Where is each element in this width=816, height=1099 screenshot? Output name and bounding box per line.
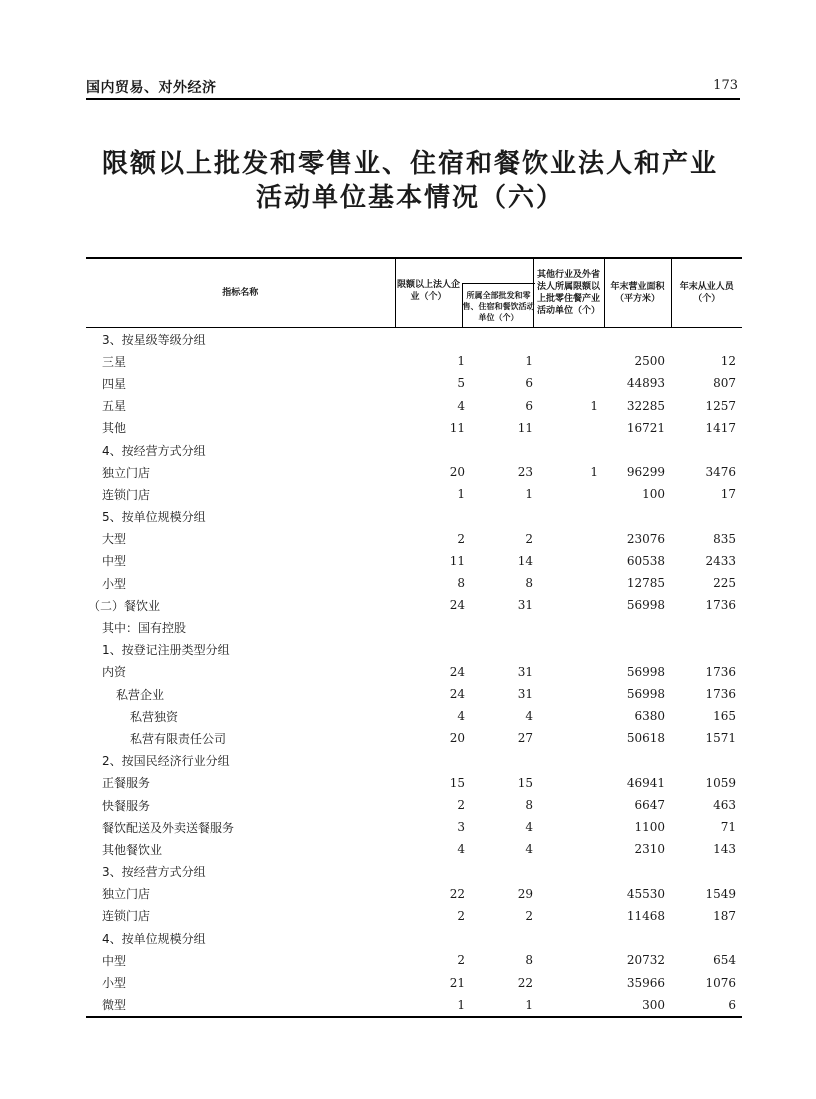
row-label: 3、按星级等级分组: [102, 332, 206, 347]
row-label: 正餐服务: [102, 776, 151, 791]
cell-units: 1: [525, 354, 533, 369]
row-label: 中型: [102, 953, 127, 968]
table-row: [86, 683, 742, 705]
table-row: [86, 483, 742, 505]
cell-enterprises-units: [395, 461, 533, 483]
cell-area: 12785: [626, 576, 665, 591]
cell-staff: 654: [713, 953, 736, 968]
table-row: [86, 994, 742, 1017]
cell-staff: [671, 861, 742, 883]
row-label: 四星: [102, 376, 127, 391]
cell-area: 300: [604, 994, 671, 1017]
column-header-name: 指标名称: [86, 258, 395, 328]
cell-area: 56998: [626, 598, 665, 613]
cell-other: [533, 861, 604, 883]
table-row: [86, 372, 742, 394]
cell-area: 44893: [626, 376, 665, 391]
cell-staff: 2433: [705, 553, 736, 568]
cell-enterprises: 15: [449, 775, 465, 790]
cell-other: [533, 550, 604, 572]
cell-area: 2310: [634, 842, 665, 857]
table-row: [86, 439, 742, 461]
row-label: 4、按经营方式分组: [102, 443, 206, 458]
cell-staff: [671, 506, 742, 528]
cell-enterprises: 3: [457, 820, 465, 835]
cell-area: 2500: [634, 354, 665, 369]
cell-enterprises-units: [395, 838, 533, 860]
row-label: 小型: [102, 576, 127, 591]
table-row: [86, 838, 742, 860]
cell-area: 45530: [626, 886, 665, 901]
cell-enterprises: 24: [449, 664, 465, 679]
section-label: 国内贸易、对外经济: [86, 80, 217, 96]
cell-enterprises-units: [395, 372, 533, 394]
cell-other: [533, 417, 604, 439]
cell-area: 20732: [626, 953, 665, 968]
cell-units: 2: [525, 908, 533, 923]
cell-area: [604, 439, 671, 461]
cell-enterprises: 22: [449, 886, 465, 901]
cell-other: [533, 372, 604, 394]
row-label: 其他: [102, 421, 127, 436]
cell-area: 16721: [626, 420, 665, 435]
running-header: [86, 76, 740, 100]
cell-other: [533, 572, 604, 594]
cell-units: 4: [525, 820, 533, 835]
table-row: [86, 328, 742, 351]
cell-units: 1: [525, 997, 533, 1012]
cell-staff: [671, 639, 742, 661]
cell-staff: 1417: [705, 420, 736, 435]
cell-other: 1: [590, 398, 598, 413]
table-row: [86, 639, 742, 661]
cell-other: [533, 483, 604, 505]
cell-enterprises-units: [395, 661, 533, 683]
row-label: 其他餐饮业: [102, 842, 163, 857]
table-row: [86, 816, 742, 838]
cell-units: 2: [525, 531, 533, 546]
cell-units: 11: [517, 420, 533, 435]
row-label: 三星: [102, 354, 127, 369]
table-row: [86, 705, 742, 727]
cell-staff: [671, 328, 742, 351]
cell-enterprises-units: [395, 350, 533, 372]
cell-enterprises: 20: [449, 465, 465, 480]
cell-other: 1: [590, 465, 598, 480]
cell-enterprises-units: [395, 417, 533, 439]
cell-enterprises: 24: [449, 687, 465, 702]
cell-other: [533, 905, 604, 927]
cell-enterprises-units: [395, 971, 533, 993]
cell-enterprises-units: [395, 572, 533, 594]
cell-units: 6: [525, 398, 533, 413]
column-header-enterprises-group: [395, 258, 533, 328]
page-number: 173: [713, 78, 738, 93]
row-label: 小型: [102, 976, 127, 991]
cell-other: [533, 506, 604, 528]
cell-area: 56998: [626, 687, 665, 702]
cell-area: [604, 616, 671, 638]
cell-staff: [671, 439, 742, 461]
cell-other: [533, 528, 604, 550]
cell-other: [533, 639, 604, 661]
cell-other: [533, 594, 604, 616]
row-label: 微型: [86, 994, 395, 1017]
cell-enterprises-units: [395, 328, 533, 351]
row-label: 中型: [102, 554, 127, 569]
row-label: 私营企业: [116, 687, 165, 702]
cell-other: [533, 350, 604, 372]
cell-enterprises-units: [395, 772, 533, 794]
cell-staff: 187: [713, 908, 736, 923]
cell-area: 96299: [626, 465, 665, 480]
row-label: 连锁门店: [102, 909, 151, 924]
row-label: 快餐服务: [102, 798, 151, 813]
cell-other: [533, 705, 604, 727]
row-label: 独立门店: [102, 465, 151, 480]
cell-staff: [671, 750, 742, 772]
row-label: 私营有限责任公司: [130, 731, 227, 746]
row-label: 大型: [102, 532, 127, 547]
cell-units: 4: [525, 842, 533, 857]
cell-staff: 143: [713, 842, 736, 857]
cell-area: 11468: [626, 908, 665, 923]
cell-area: 35966: [626, 975, 665, 990]
cell-units: 4: [525, 709, 533, 724]
cell-enterprises: 1: [457, 487, 465, 502]
column-header-other: 其他行业及外省法人所属限额以上批零住餐产业活动单位（个）: [533, 258, 604, 328]
table-row: [86, 417, 742, 439]
cell-units: 8: [525, 953, 533, 968]
table-row: [86, 350, 742, 372]
page-title-line1: 限额以上批发和零售业、住宿和餐饮业法人和产业: [101, 149, 718, 179]
cell-enterprises-units: [395, 683, 533, 705]
table-row: [86, 750, 742, 772]
cell-area: [604, 328, 671, 351]
table-row: [86, 395, 742, 417]
cell-area: 6380: [634, 709, 665, 724]
cell-units: 14: [517, 553, 533, 568]
cell-area: [604, 639, 671, 661]
cell-units: 15: [517, 775, 533, 790]
cell-enterprises-units: [395, 994, 533, 1017]
cell-staff: 835: [713, 531, 736, 546]
cell-enterprises-units: [395, 705, 533, 727]
cell-units: 23: [517, 465, 533, 480]
cell-staff: 1257: [705, 398, 736, 413]
cell-staff: 12: [720, 354, 736, 369]
cell-units: 31: [517, 598, 533, 613]
cell-enterprises: 1: [457, 997, 465, 1012]
cell-area: 32285: [626, 398, 665, 413]
row-label: 5、按单位规模分组: [102, 510, 206, 525]
cell-units: 31: [517, 664, 533, 679]
cell-other: [533, 616, 604, 638]
cell-enterprises-units: [395, 616, 533, 638]
cell-staff: 1736: [705, 664, 736, 679]
cell-area: 50618: [626, 731, 665, 746]
cell-staff: [671, 927, 742, 949]
cell-units: 1: [525, 487, 533, 502]
cell-staff: 1059: [705, 775, 736, 790]
cell-enterprises: 24: [449, 598, 465, 613]
row-label: 1、按登记注册类型分组: [102, 643, 230, 658]
table-row: [86, 727, 742, 749]
row-label: 餐饮配送及外卖送餐服务: [102, 820, 235, 835]
cell-enterprises: 1: [457, 354, 465, 369]
row-label: 独立门店: [102, 887, 151, 902]
cell-enterprises: 8: [457, 576, 465, 591]
cell-enterprises: 11: [449, 420, 465, 435]
cell-staff: 1736: [705, 598, 736, 613]
cell-enterprises-units: [395, 528, 533, 550]
table-row: [86, 772, 742, 794]
table-row: [86, 794, 742, 816]
table-row: [86, 461, 742, 483]
cell-other: [533, 727, 604, 749]
cell-units: 22: [517, 975, 533, 990]
cell-units: 8: [525, 576, 533, 591]
cell-staff: 17: [720, 487, 736, 502]
cell-staff: 71: [720, 820, 736, 835]
cell-enterprises-units: [395, 794, 533, 816]
table-row: [86, 616, 742, 638]
cell-units: 27: [517, 731, 533, 746]
cell-other: [533, 949, 604, 971]
cell-enterprises: 4: [457, 398, 465, 413]
cell-other: [533, 750, 604, 772]
cell-staff: 1736: [705, 687, 736, 702]
table-row: [86, 550, 742, 572]
column-header-units: 所属全部批发和零售、住宿和餐饮活动单位（个）: [462, 283, 535, 328]
cell-other: [533, 927, 604, 949]
cell-area: 56998: [626, 664, 665, 679]
cell-enterprises: 4: [457, 842, 465, 857]
cell-area: [604, 750, 671, 772]
cell-staff: 165: [713, 709, 736, 724]
cell-enterprises-units: [395, 395, 533, 417]
cell-enterprises: 2: [457, 908, 465, 923]
cell-area: [604, 506, 671, 528]
cell-staff: 3476: [705, 465, 736, 480]
table-row: [86, 971, 742, 993]
cell-enterprises-units: [395, 905, 533, 927]
cell-enterprises: 21: [449, 975, 465, 990]
cell-other: [533, 328, 604, 351]
table-row: [86, 528, 742, 550]
cell-enterprises-units: [395, 639, 533, 661]
cell-staff: [671, 616, 742, 638]
column-header-area: 年末营业面积（平方米）: [604, 258, 671, 328]
row-label: 其中：国有控股: [102, 621, 187, 636]
table-row: [86, 949, 742, 971]
cell-area: 60538: [626, 553, 665, 568]
cell-staff: 225: [713, 576, 736, 591]
cell-enterprises: 5: [457, 376, 465, 391]
table-header-row: [86, 258, 742, 328]
cell-staff: 807: [713, 376, 736, 391]
cell-other: [533, 994, 604, 1017]
cell-units: 29: [517, 886, 533, 901]
row-label: 4、按单位规模分组: [102, 931, 206, 946]
cell-enterprises-units: [395, 483, 533, 505]
cell-staff: 463: [713, 798, 736, 813]
cell-other: [533, 772, 604, 794]
cell-enterprises-units: [395, 927, 533, 949]
cell-staff: 1549: [705, 886, 736, 901]
row-label: （二）餐饮业: [88, 598, 161, 613]
cell-enterprises-units: [395, 883, 533, 905]
cell-area: [604, 927, 671, 949]
column-header-enterprises: 限额以上法人企业（个）: [396, 280, 460, 302]
table-row: [86, 927, 742, 949]
cell-other: [533, 661, 604, 683]
cell-other: [533, 971, 604, 993]
table-row: [86, 905, 742, 927]
row-label: 私营独资: [130, 709, 179, 724]
cell-enterprises-units: [395, 550, 533, 572]
cell-other: [533, 816, 604, 838]
table-row: [86, 572, 742, 594]
table-body: [86, 328, 742, 1017]
cell-units: 6: [525, 376, 533, 391]
cell-other: [533, 883, 604, 905]
row-label: 3、按经营方式分组: [102, 865, 206, 880]
cell-staff: 6: [671, 994, 742, 1017]
cell-enterprises-units: [395, 861, 533, 883]
cell-enterprises-units: [395, 750, 533, 772]
cell-other: [533, 683, 604, 705]
row-label: 内资: [102, 665, 127, 680]
cell-enterprises-units: [395, 949, 533, 971]
cell-enterprises-units: [395, 506, 533, 528]
cell-enterprises-units: [395, 727, 533, 749]
row-label: 2、按国民经济行业分组: [102, 754, 230, 769]
cell-area: 23076: [626, 531, 665, 546]
cell-area: 100: [642, 487, 665, 502]
table-row: [86, 883, 742, 905]
statistics-table: [86, 257, 742, 1018]
cell-enterprises: 20: [449, 731, 465, 746]
cell-other: [533, 838, 604, 860]
cell-area: 6647: [634, 798, 665, 813]
table-row: [86, 506, 742, 528]
table-row: [86, 661, 742, 683]
cell-units: 8: [525, 798, 533, 813]
cell-other: [533, 439, 604, 461]
cell-staff: 1571: [705, 731, 736, 746]
cell-area: 46941: [626, 775, 665, 790]
cell-enterprises: 2: [457, 953, 465, 968]
cell-other: [533, 794, 604, 816]
page-title-line2: 活动单位基本情况（六）: [255, 183, 564, 213]
cell-enterprises: 2: [457, 798, 465, 813]
cell-area: [604, 861, 671, 883]
table-row: [86, 594, 742, 616]
row-label: 连锁门店: [102, 487, 151, 502]
cell-enterprises-units: [395, 816, 533, 838]
table-row: [86, 861, 742, 883]
cell-enterprises-units: [395, 594, 533, 616]
column-header-staff: 年末从业人员（个）: [671, 258, 742, 328]
cell-enterprises-units: [395, 439, 533, 461]
cell-units: 31: [517, 687, 533, 702]
cell-area: 1100: [634, 820, 665, 835]
cell-enterprises: 4: [457, 709, 465, 724]
cell-enterprises: 2: [457, 531, 465, 546]
cell-staff: 1076: [705, 975, 736, 990]
row-label: 五星: [102, 399, 127, 414]
cell-enterprises: 11: [449, 553, 465, 568]
